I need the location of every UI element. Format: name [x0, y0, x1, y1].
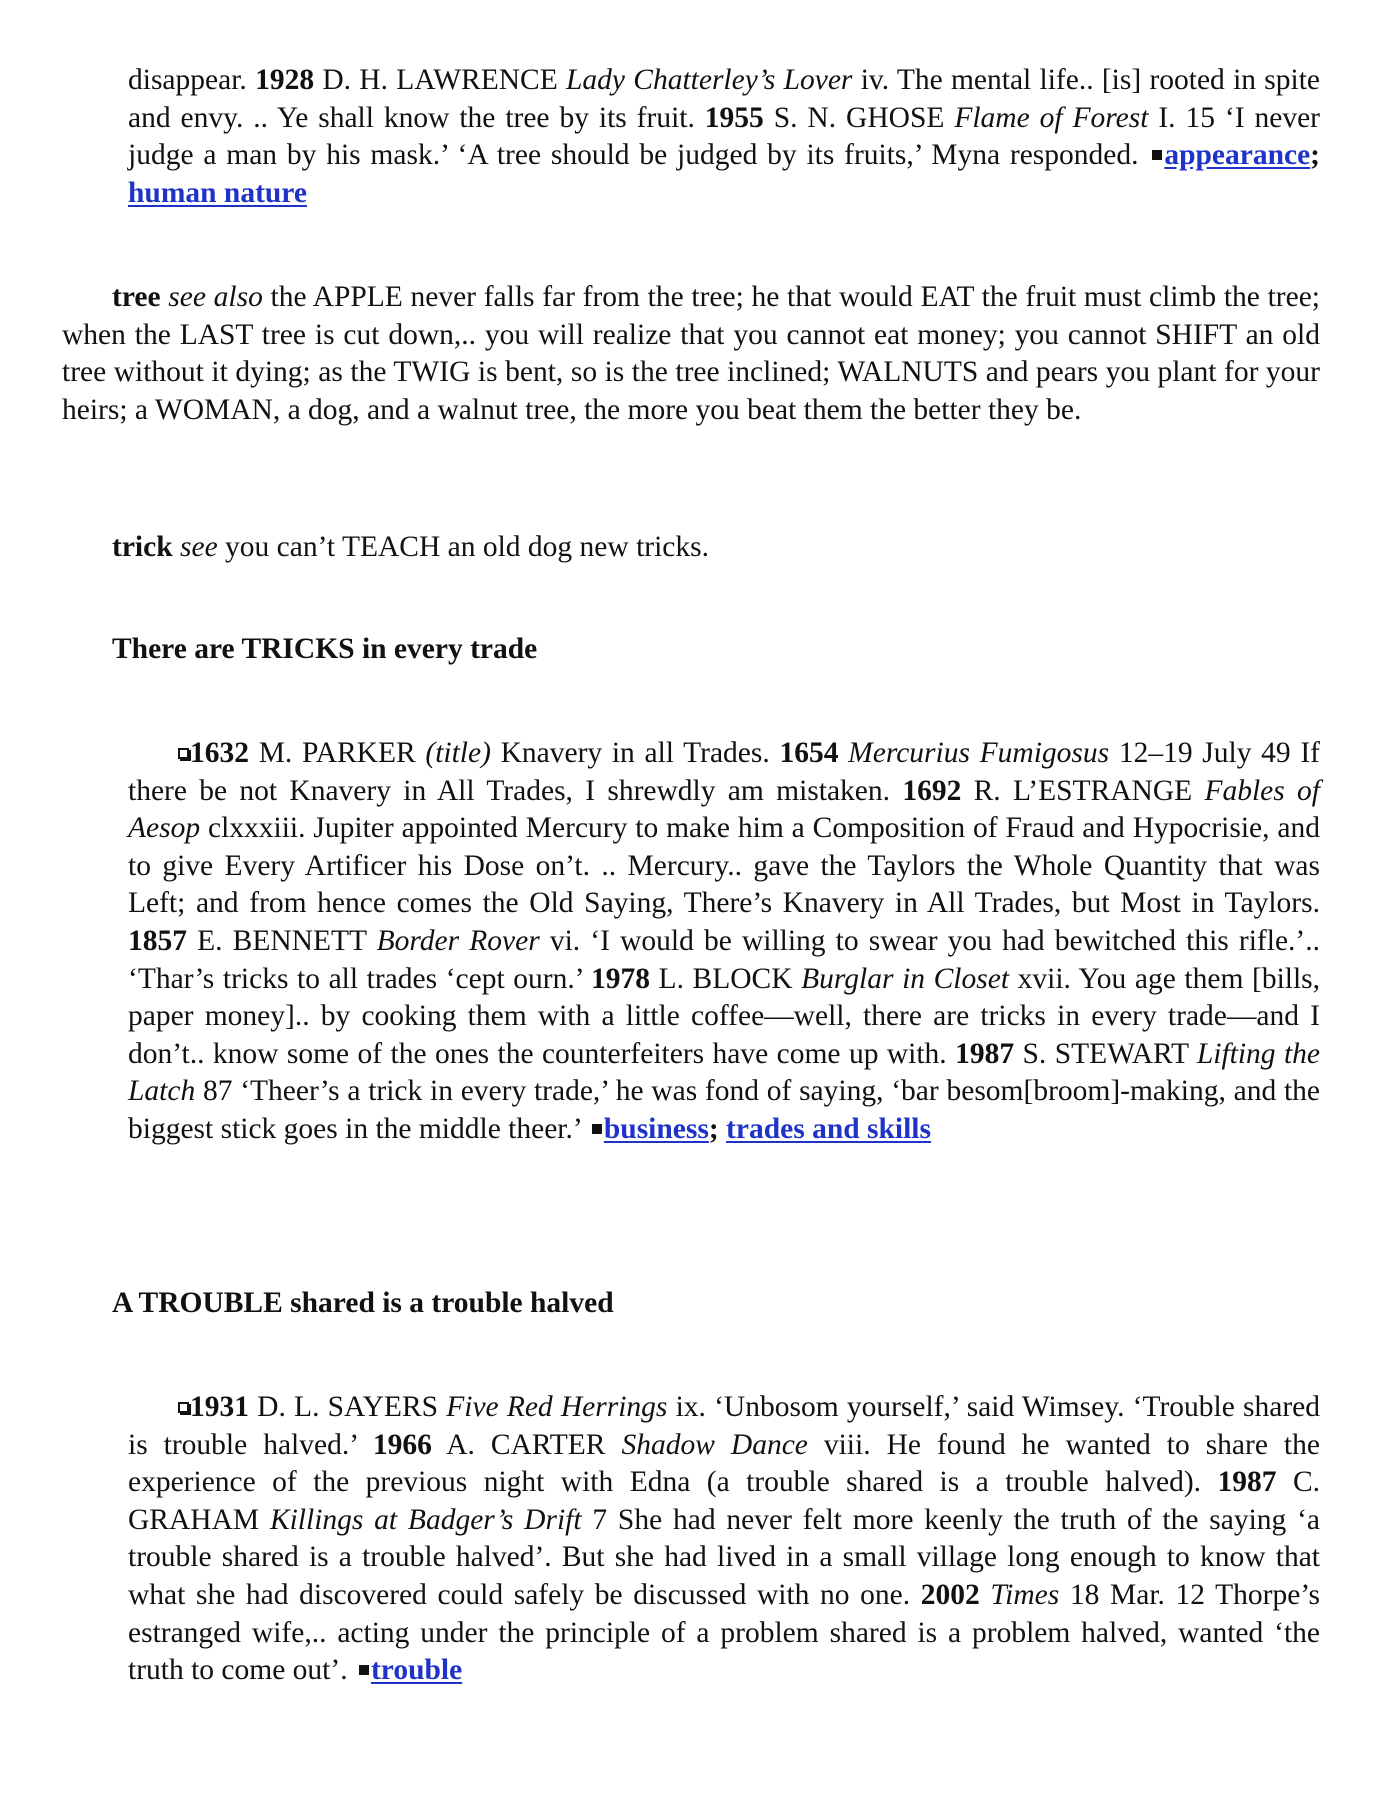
quote-work-title: Flame of Forest	[954, 101, 1149, 134]
quote-work-title: Times	[990, 1578, 1060, 1611]
quote-work-title: Fables of Aesop	[128, 774, 1320, 845]
quote-text: M. PARKER	[249, 737, 426, 769]
entry-see-label: see	[180, 531, 218, 563]
quote-year: 1857	[128, 924, 187, 957]
see-entry-trick	[62, 529, 1320, 567]
quote-text: D. L. SAYERS	[249, 1391, 447, 1423]
quote-text: D. H. LAWRENCE	[314, 64, 567, 96]
quote-work-title: Lady Chatterley’s Lover	[566, 64, 853, 96]
quote-text: vi. ‘I would be willing to swear you had bewitched this rifle.’.. ‘Thar’s tricks to all trades ‘cept ourn.’	[128, 924, 1320, 995]
quote-text: viii. He found he wanted to share the experience of the previous night with Edna (a trouble shared is a trouble halved).	[128, 1428, 1320, 1499]
quote-year: 1654	[779, 737, 839, 769]
quote-year: 1987	[955, 1037, 1015, 1070]
open-square-bullet-icon	[178, 1402, 189, 1413]
xref-link-human-nature[interactable]: human nature	[128, 176, 307, 209]
quote-text: S. STEWART	[1014, 1037, 1197, 1070]
proverb-heading-tricks: There are TRICKS in every trade	[112, 633, 538, 665]
xref-separator: ;	[1310, 139, 1320, 172]
xref-link-trouble[interactable]: trouble	[370, 1654, 463, 1687]
quote-text: clxxxiii. Jupiter appointed Mercury to make him a Composition of Fraud and Hypocrisie, and to give Every Artificer his Dose on’t. .. Mercury.. gave the Taylors the Whole Quantity that was Left; and from hence comes the Old Saying, There’s Knavery in All Trades, but Most in Taylors.	[128, 812, 1320, 920]
quotation-block-trouble	[128, 1389, 1320, 1690]
quote-year: 1692	[902, 774, 962, 807]
quote-year: 1966	[372, 1428, 432, 1461]
proverb-heading-trouble: A TROUBLE shared is a trouble halved	[112, 1287, 614, 1319]
quote-work-title: Shadow Dance	[621, 1428, 808, 1461]
quote-work-title: Killings at Badger’s Drift	[269, 1503, 582, 1536]
quote-text: I. 15 ‘I never judge a man by his mask.’ ‘A tree should be judged by its fruits,’ Myna responded.	[128, 101, 1320, 172]
quote-work-title: Lifting the Latch	[128, 1037, 1321, 1108]
xref-link-business[interactable]: business	[603, 1112, 709, 1145]
quotation-block-tricks	[128, 735, 1320, 1149]
quote-work-title: Mercurius Fumigosus	[848, 737, 1110, 769]
quote-text: ix. ‘Unbosom yourself,’ said Wimsey. ‘Trouble shared is trouble halved.’	[128, 1391, 1320, 1461]
filled-square-bullet-icon	[1152, 150, 1162, 160]
quote-work-title: Five Red Herrings	[446, 1391, 668, 1423]
quote-text	[980, 1579, 991, 1611]
quote-text: E. BENNETT	[187, 924, 377, 957]
quote-year: 1955	[704, 101, 764, 134]
quote-text: C. GRAHAM	[128, 1466, 1320, 1536]
quote-text: L. BLOCK	[649, 962, 802, 995]
quote-text: 7 She had never felt more keenly the truth of the saying ‘a trouble shared is a trouble halved’. But she had lived in a small village long enough to know that what she had discovered could safely be discussed with no one.	[128, 1503, 1321, 1611]
quote-year: 1928	[255, 64, 315, 96]
entry-see-label: see also	[168, 281, 263, 313]
quote-text: disappear.	[128, 64, 256, 96]
xref-separator: ;	[708, 1112, 719, 1145]
xref-link-appearance[interactable]: appearance	[1164, 139, 1311, 172]
quote-text: iv. The mental life.. [is] rooted in spite and envy. .. Ye shall know the tree by its fruit.	[128, 64, 1321, 134]
quote-work-title: Burglar in Closet	[801, 962, 1010, 995]
quotation-block-tree-fruit	[128, 62, 1320, 212]
quote-year: 1987	[1217, 1466, 1277, 1499]
xref-link-trades-and-skills[interactable]: trades and skills	[726, 1112, 931, 1145]
entry-text: you can’t TEACH an old dog new tricks.	[217, 531, 709, 563]
open-square-bullet-icon	[178, 748, 189, 759]
quote-text: S. N. GHOSE	[763, 101, 955, 134]
see-also-entry-tree	[62, 279, 1320, 429]
quote-text	[838, 737, 848, 769]
quote-year: 1632	[190, 737, 249, 769]
entry-headword: tree	[112, 281, 161, 313]
entry-text: the APPLE never falls far from the tree; he that would EAT the fruit must climb the tree; when the LAST tree is cut down,.. you will realize that you cannot eat money; you cannot SHIFT an old tree without it dying; as the TWIG is bent, so is the tree inclined; WALNUTS and pears you plant for your heirs; a WOMAN, a dog, and a walnut tree, the more you beat them the better they be.	[62, 281, 1321, 426]
quote-text: 12–19 July 49 If there be not Knavery in All Trades, I shrewdly am mistaken.	[128, 737, 1320, 807]
quote-text: 18 Mar. 12 Thorpe’s estranged wife,.. acting under the principle of a problem shared is a problem halved, wanted ‘the truth to come out’.	[128, 1578, 1321, 1687]
quote-year: 1978	[590, 962, 650, 995]
entry-headword: trick	[112, 531, 173, 563]
quote-text: Knavery in all Trades.	[490, 737, 780, 769]
filled-square-bullet-icon	[592, 1124, 602, 1134]
filled-square-bullet-icon	[359, 1665, 369, 1675]
quote-text: xvii. You age them [bills, paper money].. by cooking them with a little coffee—well, there are tricks in every trade—and I don’t.. know some of the ones the counterfeiters have come up with.	[128, 962, 1321, 1070]
quote-text: 87 ‘Theer’s a trick in every trade,’ he was fond of saying, ‘bar besom[broom]-making, and the biggest stick goes in the middle theer.’	[128, 1075, 1320, 1145]
quote-year: 2002	[920, 1578, 980, 1611]
quote-text: A. CARTER	[431, 1428, 622, 1461]
quote-work-title: Border Rover	[376, 924, 540, 957]
quote-year: 1931	[190, 1391, 249, 1423]
quote-text: R. L’ESTRANGE	[961, 774, 1205, 807]
quote-work-title: (title)	[425, 737, 491, 769]
